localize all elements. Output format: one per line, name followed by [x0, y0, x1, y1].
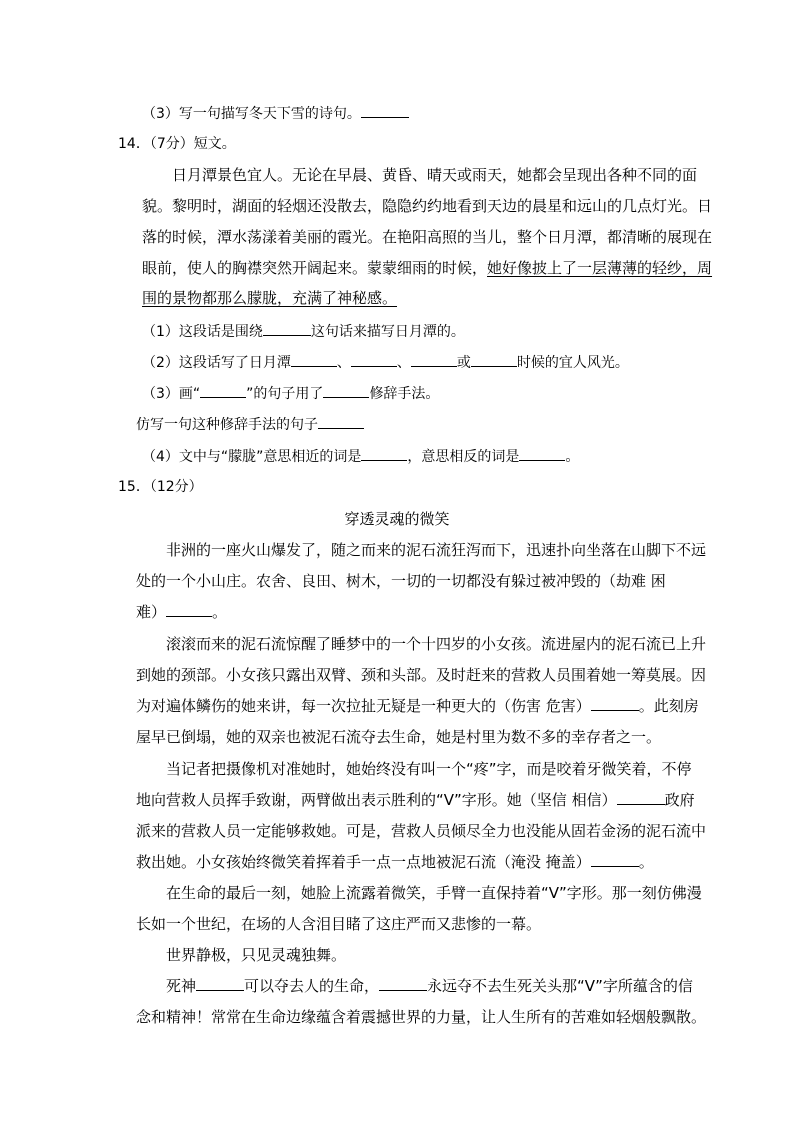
answer-blank[interactable] — [318, 414, 364, 429]
q15-passage-line: 死神 可以夺去人的生命， 永远夺不去生死关头那“V”字所蕴含的信 — [166, 977, 693, 995]
q14-question-2: （2）这段话写了日月潭 、 、 或 时候的宜人风光。 — [142, 352, 629, 373]
q15-passage-line: 屋早已倒塌，她的双亲也被泥石流夺去生命，她是村里为数不多的幸存者之一。 — [136, 728, 662, 746]
answer-blank[interactable] — [411, 352, 457, 367]
answer-blank[interactable] — [591, 696, 639, 711]
answer-blank[interactable] — [263, 321, 311, 336]
q15-passage-line: 在生命的最后一刻，她脸上流露着微笑，手臂一直保持着“V”字形。那一刻仿佛漫 — [166, 884, 702, 902]
answer-blank[interactable] — [200, 383, 246, 398]
q15-passage-line: 派来的营救人员一定能够救她。可是，营救人员倾尽全力也没能从固若金汤的泥石流中 — [136, 822, 707, 840]
answer-blank[interactable] — [166, 602, 212, 617]
q14-question-4: （4）文中与“朦胧”意思相近的词是 ，意思相反的词是 。 — [142, 446, 579, 467]
q15-passage-line: 处的一个小山庄。农舍、良田、树木，一切的一切都没有躲过被冲毁的（劫难 困 — [136, 572, 666, 590]
answer-blank[interactable] — [196, 976, 244, 991]
q14-header: 14．（7分）短文。 — [118, 136, 236, 152]
passage-title: 穿透灵魂的微笑 — [344, 510, 450, 528]
answer-blank[interactable] — [361, 446, 407, 461]
q14-question-1: （1）这段话是围绕 这句话来描写日月潭的。 — [142, 321, 465, 342]
q15-passage-line: 为对遍体鳞伤的她来讲，每一次拉扯无疑是一种更大的（伤害 危害） 。此刻房 — [136, 697, 699, 715]
q15-header: 15．（12分） — [118, 479, 203, 495]
q15-passage-line: 救出她。小女孩始终微笑着挥着手一点一点地被泥石流（淹没 掩盖） 。 — [136, 853, 654, 871]
q14-passage-line: 日月潭景色宜人。无论在早晨、黄昏、晴天或雨天，她都会呈现出各种不同的面 — [172, 166, 698, 184]
q14-passage-line: 眼前，使人的胸襟突然开阔起来。蒙蒙细雨的时候，她好像披上了一层薄薄的轻纱，周 — [142, 259, 713, 277]
q15-passage-line: 难） 。 — [136, 603, 228, 621]
q15-passage-line: 世界静极，只见灵魂独舞。 — [166, 946, 347, 964]
q15-passage-line: 滚滚而来的泥石流惊醒了睡梦中的一个十四岁的小女孩。流进屋内的泥石流已上升 — [166, 635, 707, 653]
answer-blank[interactable] — [471, 352, 517, 367]
answer-blank[interactable] — [379, 976, 427, 991]
q14-passage-line: 落的时候，潭水荡漾着美丽的霞光。在艳阳高照的当儿，整个日月潭，都清晰的展现在 — [142, 228, 713, 246]
answer-blank[interactable] — [323, 383, 369, 398]
q15-passage-line: 长如一个世纪，在场的人含泪目睹了这庄严而又悲惨的一幕。 — [136, 915, 542, 933]
q15-passage-line: 到她的颈部。小女孩只露出双臂、颈和头部。及时赶来的营救人员围着她一筹莫展。因 — [136, 666, 707, 684]
answer-blank[interactable] — [519, 446, 565, 461]
q14-question-3-imitate: 仿写一句这种修辞手法的句子 — [136, 414, 364, 435]
q14-passage-line: 貌。黎明时，湖面的轻烟还没散去，隐隐约约地看到天边的晨星和远山的几点灯光。日 — [142, 197, 713, 215]
answer-blank[interactable] — [351, 352, 397, 367]
q15-passage-line: 非洲的一座火山爆发了，随之而来的泥石流狂泻而下，迅速扑向坐落在山脚下不远 — [166, 541, 707, 559]
answer-blank[interactable] — [361, 103, 409, 118]
q14-question-3: （3）画“ ”的句子用了 修辞手法。 — [142, 383, 439, 404]
answer-blank[interactable] — [617, 790, 665, 805]
underlined-sentence: 围的景物都那么朦胧，充满了神秘感。 — [142, 289, 398, 307]
underlined-sentence: 她好像披上了一层薄薄的轻纱，周 — [487, 259, 713, 277]
q15-passage-line: 当记者把摄像机对准她时，她始终没有叫一个“疼”字，而是咬着牙微笑着，不停 — [166, 760, 692, 778]
answer-blank[interactable] — [291, 352, 337, 367]
q13-item-3: （3）写一句描写冬天下雪的诗句。 — [142, 103, 409, 124]
q15-passage-line: 念和精神！常常在生命边缘蕴含着震撼世界的力量，让人生所有的苦难如轻烟般飘散。 — [136, 1008, 707, 1026]
answer-blank[interactable] — [591, 852, 639, 867]
q15-passage-line: 地向营救人员挥手致谢，两臂做出表示胜利的“V”字形。她（坚信 相信） 政府 — [136, 791, 695, 809]
